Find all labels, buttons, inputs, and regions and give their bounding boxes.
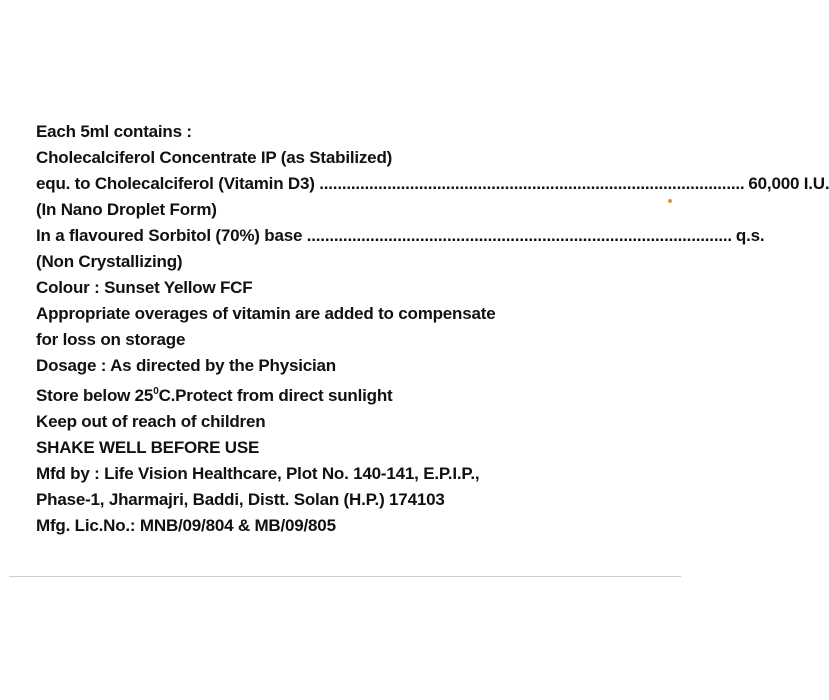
bottom-divider [9,576,681,577]
overages-line-2: for loss on storage [36,330,186,349]
shake-warning: SHAKE WELL BEFORE USE [36,438,260,457]
licence-line: Mfg. Lic.No.: MNB/09/804 & MB/09/805 [36,516,336,535]
base-amount: q.s. [735,226,765,245]
base-amount-row [36,223,765,249]
print-speck [668,199,672,203]
storage-line [36,379,666,409]
storage-text-2: C.Protect from direct sunlight [158,386,393,405]
composition-heading: Each 5ml contains : [36,122,192,141]
dot-leader: .............................................................................................. [306,226,732,245]
ingredient-amount-row [36,171,829,197]
base-note: (Non Crystallizing) [36,252,183,271]
base-text: In a flavoured Sorbitol (70%) base [36,226,307,245]
ingredient-form: (In Nano Droplet Form) [36,200,217,219]
ingredient-amount: 60,000 I.U. [748,174,829,193]
storage-text: Store below 25 [36,386,154,405]
ingredient-text: equ. to Cholecalciferol (Vitamin D3) [36,174,320,193]
degree-mark: 0 [153,386,159,397]
base-leader [36,223,732,249]
dosage-line: Dosage : As directed by the Physician [36,356,336,375]
manufacturer-address: Phase-1, Jharmajri, Baddi, Distt. Solan (H.P.) 174103 [36,490,445,509]
children-warning: Keep out of reach of children [36,412,266,431]
colour-line: Colour : Sunset Yellow FCF [36,278,253,297]
ingredient-leader [36,171,744,197]
manufacturer-line: Mfd by : Life Vision Healthcare, Plot No. 140-141, E.P.I.P., [36,464,480,483]
ingredient-line: Cholecalciferol Concentrate IP (as Stabilized) [36,148,393,167]
composition-label [36,119,829,539]
dot-leader: .............................................................................................. [319,174,745,193]
overages-line: Appropriate overages of vitamin are added to compensate [36,304,496,323]
